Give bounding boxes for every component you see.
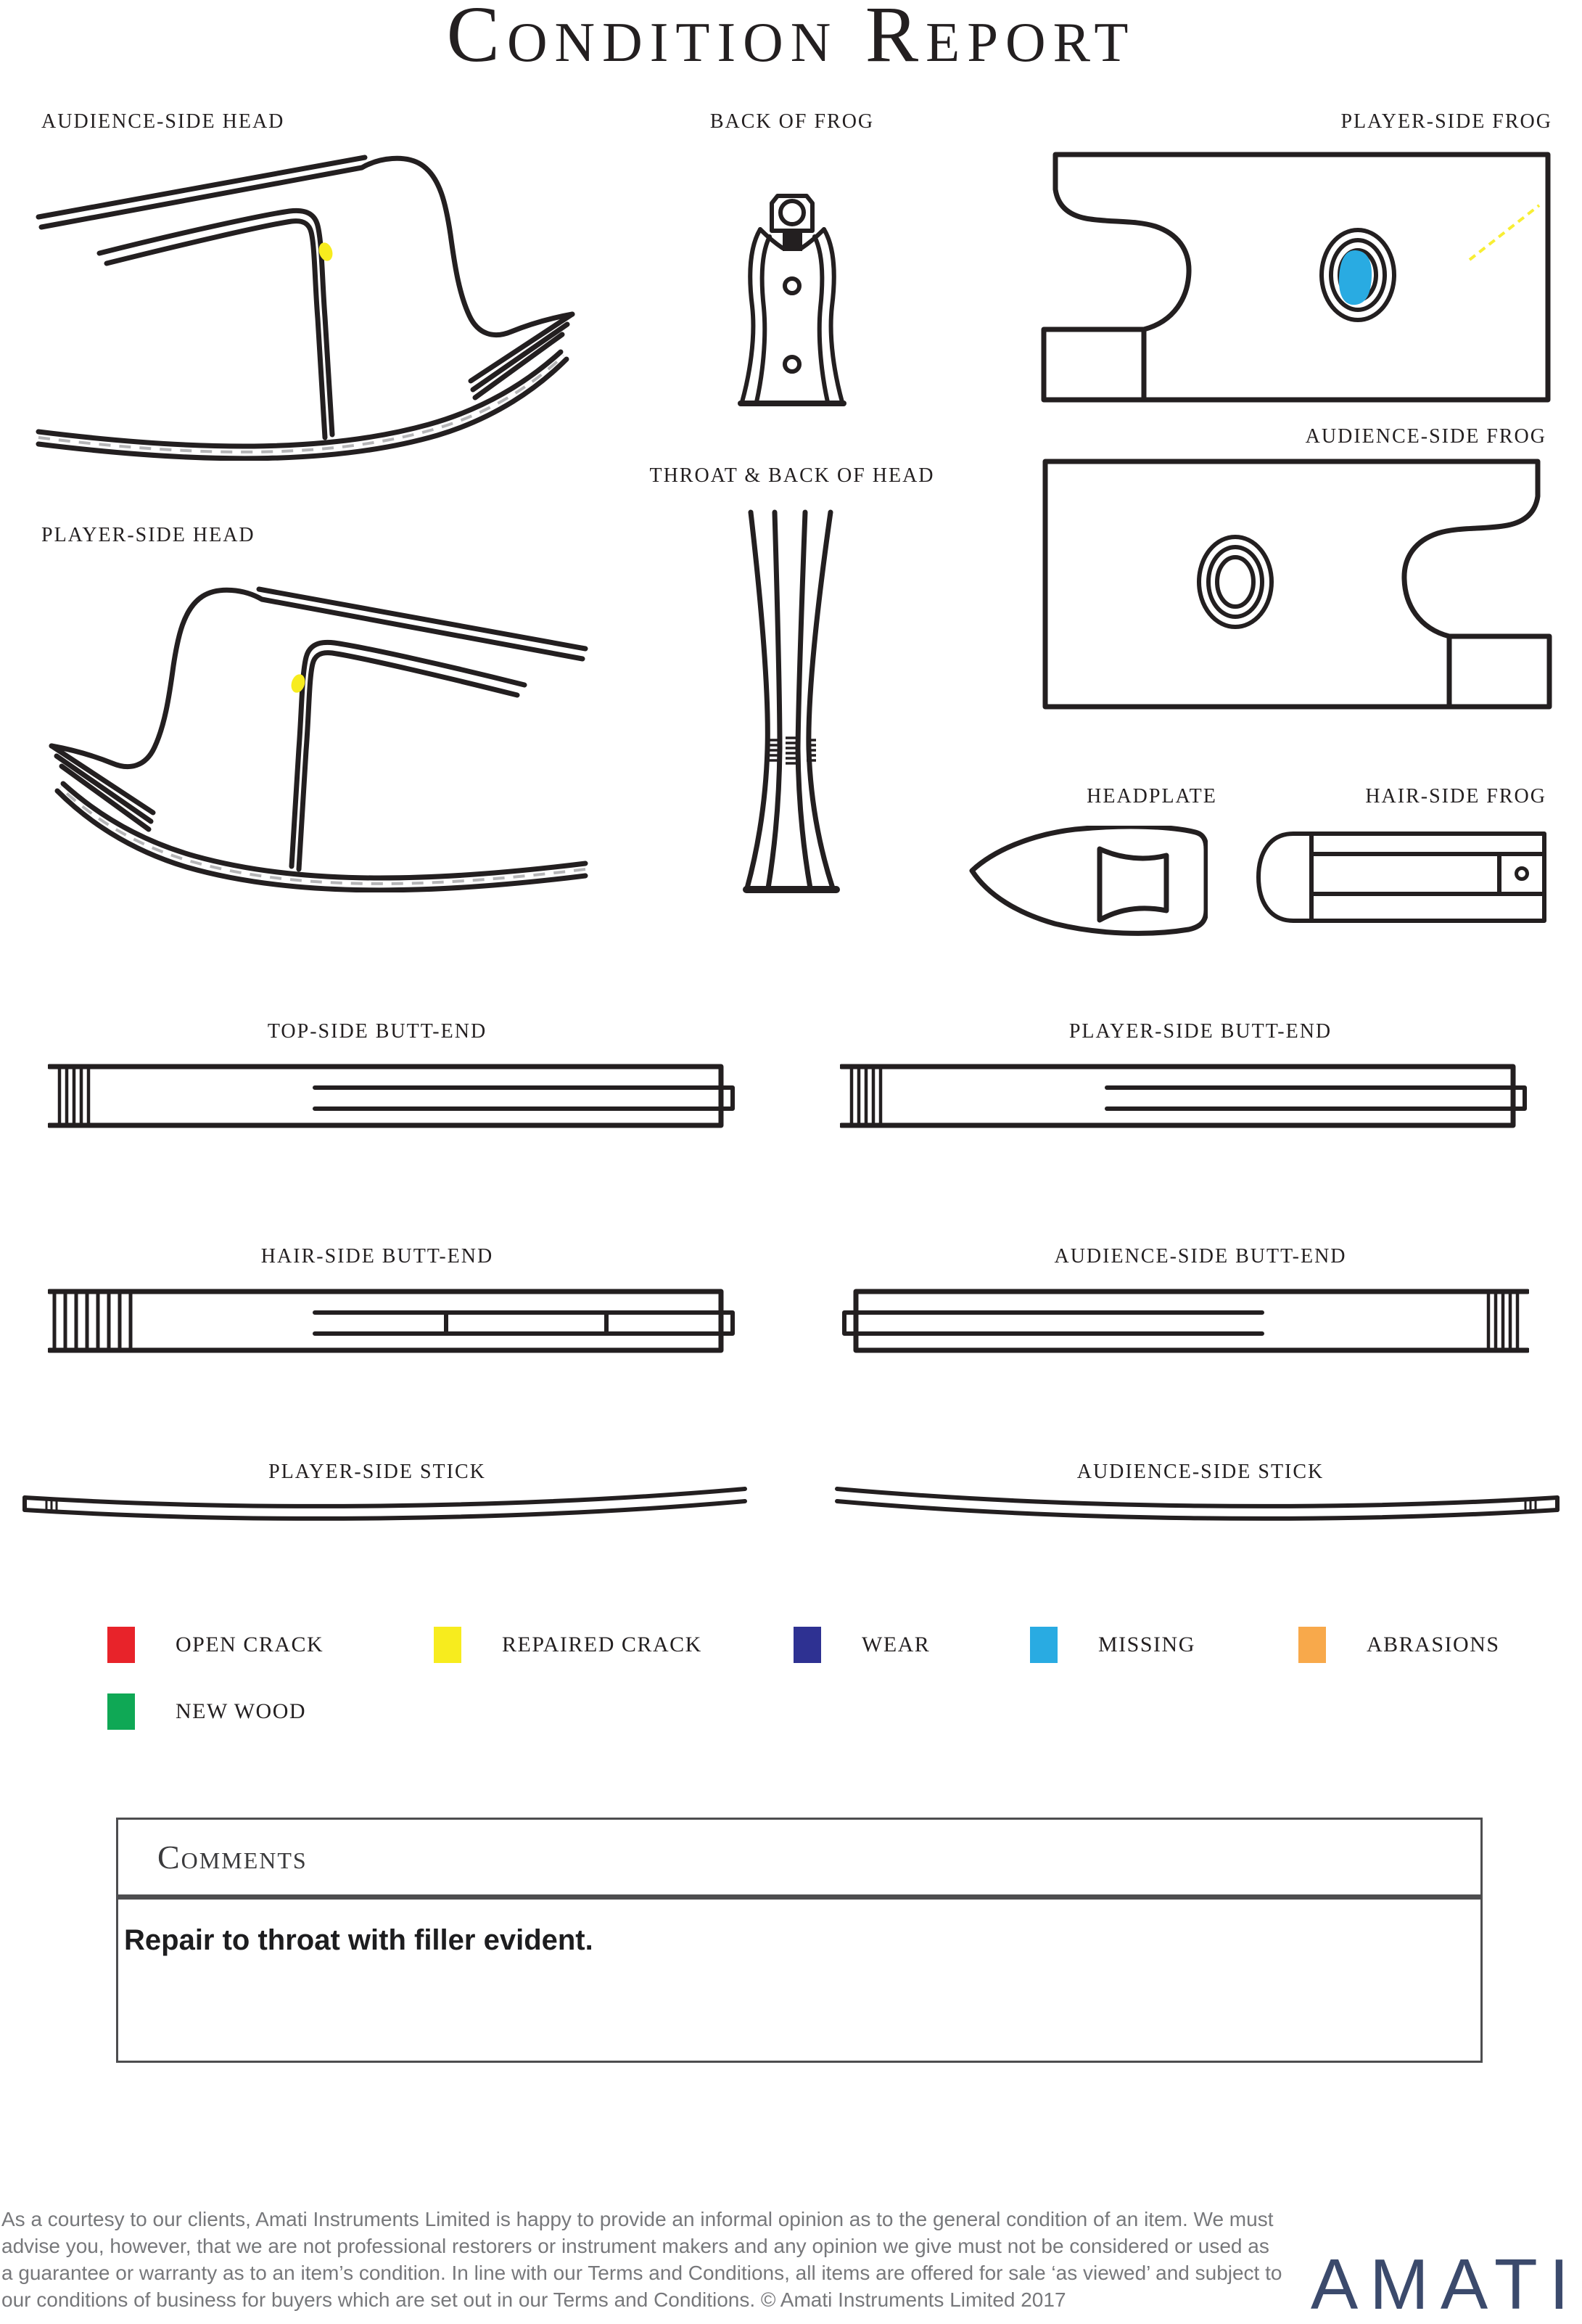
label-headplate: HEADPLATE: [1087, 785, 1217, 808]
label-top-side-butt-end: TOP-SIDE BUTT-END: [267, 1020, 487, 1043]
repaired-crack-streak: [1470, 205, 1539, 260]
label-audience-side-stick: AUDIENCE-SIDE STICK: [1076, 1461, 1324, 1483]
label-player-side-stick: PLAYER-SIDE STICK: [268, 1461, 486, 1483]
legend-label: NEW WOOD: [176, 1699, 307, 1723]
label-audience-side-frog: AUDIENCE-SIDE FROG: [1305, 425, 1546, 448]
audience-side-butt-end-diagram: [840, 1286, 1529, 1355]
legend-label: MISSING: [1098, 1633, 1195, 1656]
audience-side-frog-diagram: [1041, 456, 1552, 710]
legend-item-abrasions: [1298, 1627, 1500, 1663]
legend-label: WEAR: [862, 1633, 931, 1656]
legend-item-missing: [1030, 1627, 1195, 1663]
player-side-frog-diagram: [1041, 149, 1552, 403]
frog-eye: [1199, 537, 1272, 627]
page-title: Condition Report: [446, 0, 1136, 78]
label-audience-side-head: AUDIENCE-SIDE HEAD: [41, 110, 285, 133]
footer-line: our conditions of business for buyers which are set out in our Terms and Conditions. © Amati Instruments Limited 2017: [1, 2288, 1066, 2311]
player-side-stick-diagram: [20, 1486, 749, 1528]
top-side-butt-end-diagram: [48, 1062, 737, 1130]
label-hair-side-butt-end: HAIR-SIDE BUTT-END: [260, 1245, 494, 1268]
label-hair-side-frog: HAIR-SIDE FROG: [1365, 785, 1546, 808]
legend-item-wear: [794, 1627, 930, 1663]
legend-label: REPAIRED CRACK: [502, 1633, 702, 1656]
footer-disclaimer: [1, 2206, 1282, 2313]
back-of-frog-diagram: [736, 190, 849, 408]
hair-side-frog-diagram: [1253, 829, 1552, 925]
label-player-side-frog: PLAYER-SIDE FROG: [1340, 110, 1552, 133]
winding-hatch: [852, 1067, 881, 1125]
abrasions-swatch: [1298, 1627, 1326, 1663]
winding-hatch: [59, 1067, 88, 1125]
label-player-side-butt-end: PLAYER-SIDE BUTT-END: [1068, 1020, 1332, 1043]
label-throat-back-of-head: THROAT & BACK OF HEAD: [649, 464, 935, 487]
comments-heading: Comments: [157, 1839, 308, 1876]
footer-line: advise you, however, that we are not professional restorers or instrument makers and any opinion we give must not be considered or used as: [1, 2235, 1269, 2257]
comments-body-text: Repair to throat with filler evident.: [124, 1924, 593, 1956]
player-side-head-diagram: [18, 573, 606, 892]
player-side-butt-end-diagram: [840, 1062, 1529, 1130]
comments-header: [118, 1820, 1480, 1900]
screw-shank: [783, 231, 802, 251]
legend-label: OPEN CRACK: [176, 1633, 324, 1656]
headplate-diagram: [965, 826, 1208, 938]
winding-hatch: [54, 1292, 131, 1350]
label-back-of-frog: BACK OF FROG: [709, 110, 875, 133]
audience-side-stick-diagram: [833, 1486, 1562, 1528]
new-wood-swatch: [107, 1693, 135, 1730]
label-player-side-head: PLAYER-SIDE HEAD: [41, 524, 255, 546]
winding-hatch: [1488, 1292, 1517, 1350]
legend-label: ABRASIONS: [1367, 1633, 1500, 1656]
missing-swatch: [1030, 1627, 1058, 1663]
legend-item-repaired-crack: [434, 1627, 702, 1663]
legend-item-open-crack: [107, 1627, 324, 1663]
open-crack-swatch: [107, 1627, 135, 1663]
footer-line: As a courtesy to our clients, Amati Instruments Limited is happy to provide an informal opinion as to the general condition of an item. We must: [1, 2208, 1274, 2230]
hair-side-butt-end-diagram: [48, 1286, 737, 1355]
audience-side-head-diagram: [18, 141, 606, 461]
headplate-mortise: [1100, 849, 1166, 920]
footer-line: a guarantee or warranty as to an item’s condition. In line with our Terms and Conditions, all items are offered for sale ‘as viewed’ and subject to: [1, 2262, 1282, 2284]
wear-swatch: [794, 1627, 821, 1663]
throat-back-of-head-diagram: [736, 509, 849, 894]
amati-logo: AMATI: [1310, 2244, 1581, 2324]
comments-box: [116, 1818, 1483, 2063]
repaired-crack-swatch: [434, 1627, 461, 1663]
legend-item-new-wood: [107, 1693, 306, 1730]
missing-marker: [1339, 250, 1372, 305]
label-audience-side-butt-end: AUDIENCE-SIDE BUTT-END: [1054, 1245, 1347, 1268]
